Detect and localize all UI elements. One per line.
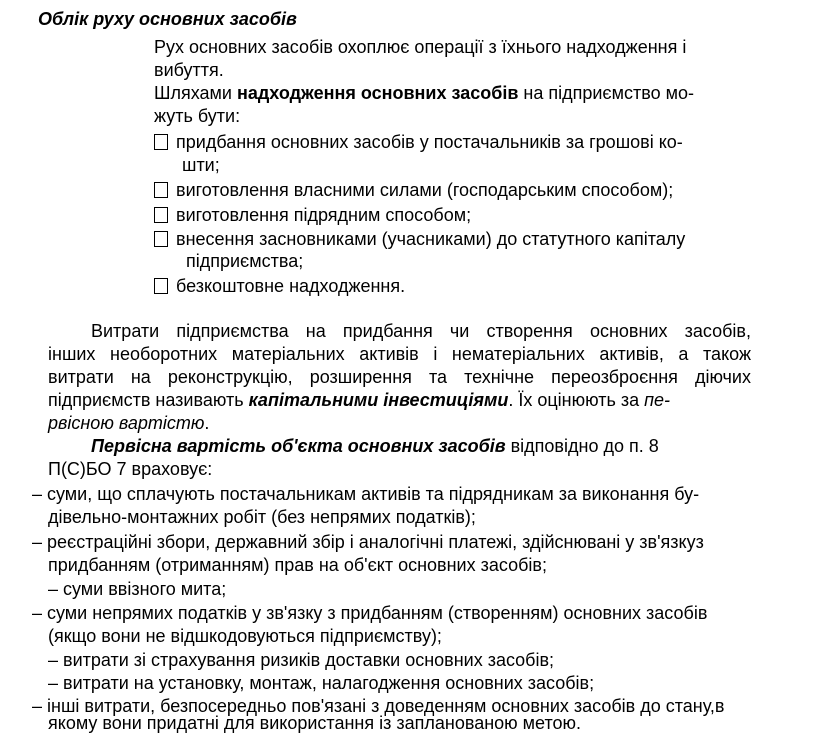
ways-line: жуть бути: bbox=[154, 106, 241, 126]
para1-line: інших необоротних матеріальних активів і нематеріальних активів, а також bbox=[48, 344, 751, 364]
bullet-icon bbox=[154, 231, 168, 247]
list-item: – витрати на установку, монтаж, налагодження основних засобів; bbox=[48, 673, 595, 693]
bullet-item-cont: шти; bbox=[182, 155, 220, 175]
page-title: Облік руху основних засобів bbox=[38, 9, 297, 29]
list-item: (якщо вони не відшкодовуються підприємству); bbox=[48, 626, 442, 646]
bullet-item: безкоштовне надходження. bbox=[154, 275, 405, 298]
bullet-icon bbox=[154, 278, 168, 294]
intro-line: Рух основних засобів охоплює операції з їхнього надходження і bbox=[154, 37, 687, 57]
list-item: придбанням (отриманням) прав на об'єкт основних засобів; bbox=[48, 555, 547, 575]
bullet-item: виготовлення власними силами (господарським способом); bbox=[154, 179, 673, 202]
list-item: – реєстраційні збори, державний збір і аналогічні платежі, здійснювані у зв'язкуз bbox=[32, 532, 704, 552]
list-item: – суми ввізного мита; bbox=[48, 579, 227, 599]
para2-line: Первісна вартість об'єкта основних засобів відповідно до п. 8 bbox=[91, 436, 659, 456]
list-item: якому вони придатні для використання із запланованою метою. bbox=[48, 713, 581, 733]
para1-line: Витрати підприємства на придбання чи створення основних засобів, bbox=[91, 321, 751, 341]
intro-line: вибуття. bbox=[154, 60, 224, 80]
bullet-item: придбання основних засобів у постачальників за грошові ко- bbox=[154, 131, 683, 154]
bullet-item: внесення засновниками (учасниками) до статутного капіталу bbox=[154, 228, 685, 251]
list-item: дівельно-монтажних робіт (без непрямих податків); bbox=[48, 507, 476, 527]
para1-line: рвісною вартістю. bbox=[48, 413, 210, 433]
bullet-icon bbox=[154, 134, 168, 150]
list-item: – суми непрямих податків у зв'язку з придбанням (створенням) основних засобів bbox=[32, 603, 708, 623]
bullet-item-cont: підприємства; bbox=[186, 251, 304, 271]
para1-line: підприємств називають капітальними інвестиціями. Їх оцінюють за пе- bbox=[48, 390, 671, 410]
list-item: – інші витрати, безпосередньо пов'язані з доведенням основних засобів до стану,в bbox=[32, 696, 725, 716]
list-item: – суми, що сплачують постачальникам активів та підрядникам за виконання бу- bbox=[32, 484, 700, 504]
bullet-item: виготовлення підрядним способом; bbox=[154, 204, 471, 227]
bullet-icon bbox=[154, 207, 168, 223]
bullet-icon bbox=[154, 182, 168, 198]
list-item: – витрати зі страхування ризиків доставки основних засобів; bbox=[48, 650, 555, 670]
ways-line: Шляхами надходження основних засобів на підприємство мо- bbox=[154, 83, 694, 103]
para2-line: П(С)БО 7 враховує: bbox=[48, 459, 213, 479]
para1-line: витрати на реконструкцію, розширення та технічне переозброєння діючих bbox=[48, 367, 751, 387]
